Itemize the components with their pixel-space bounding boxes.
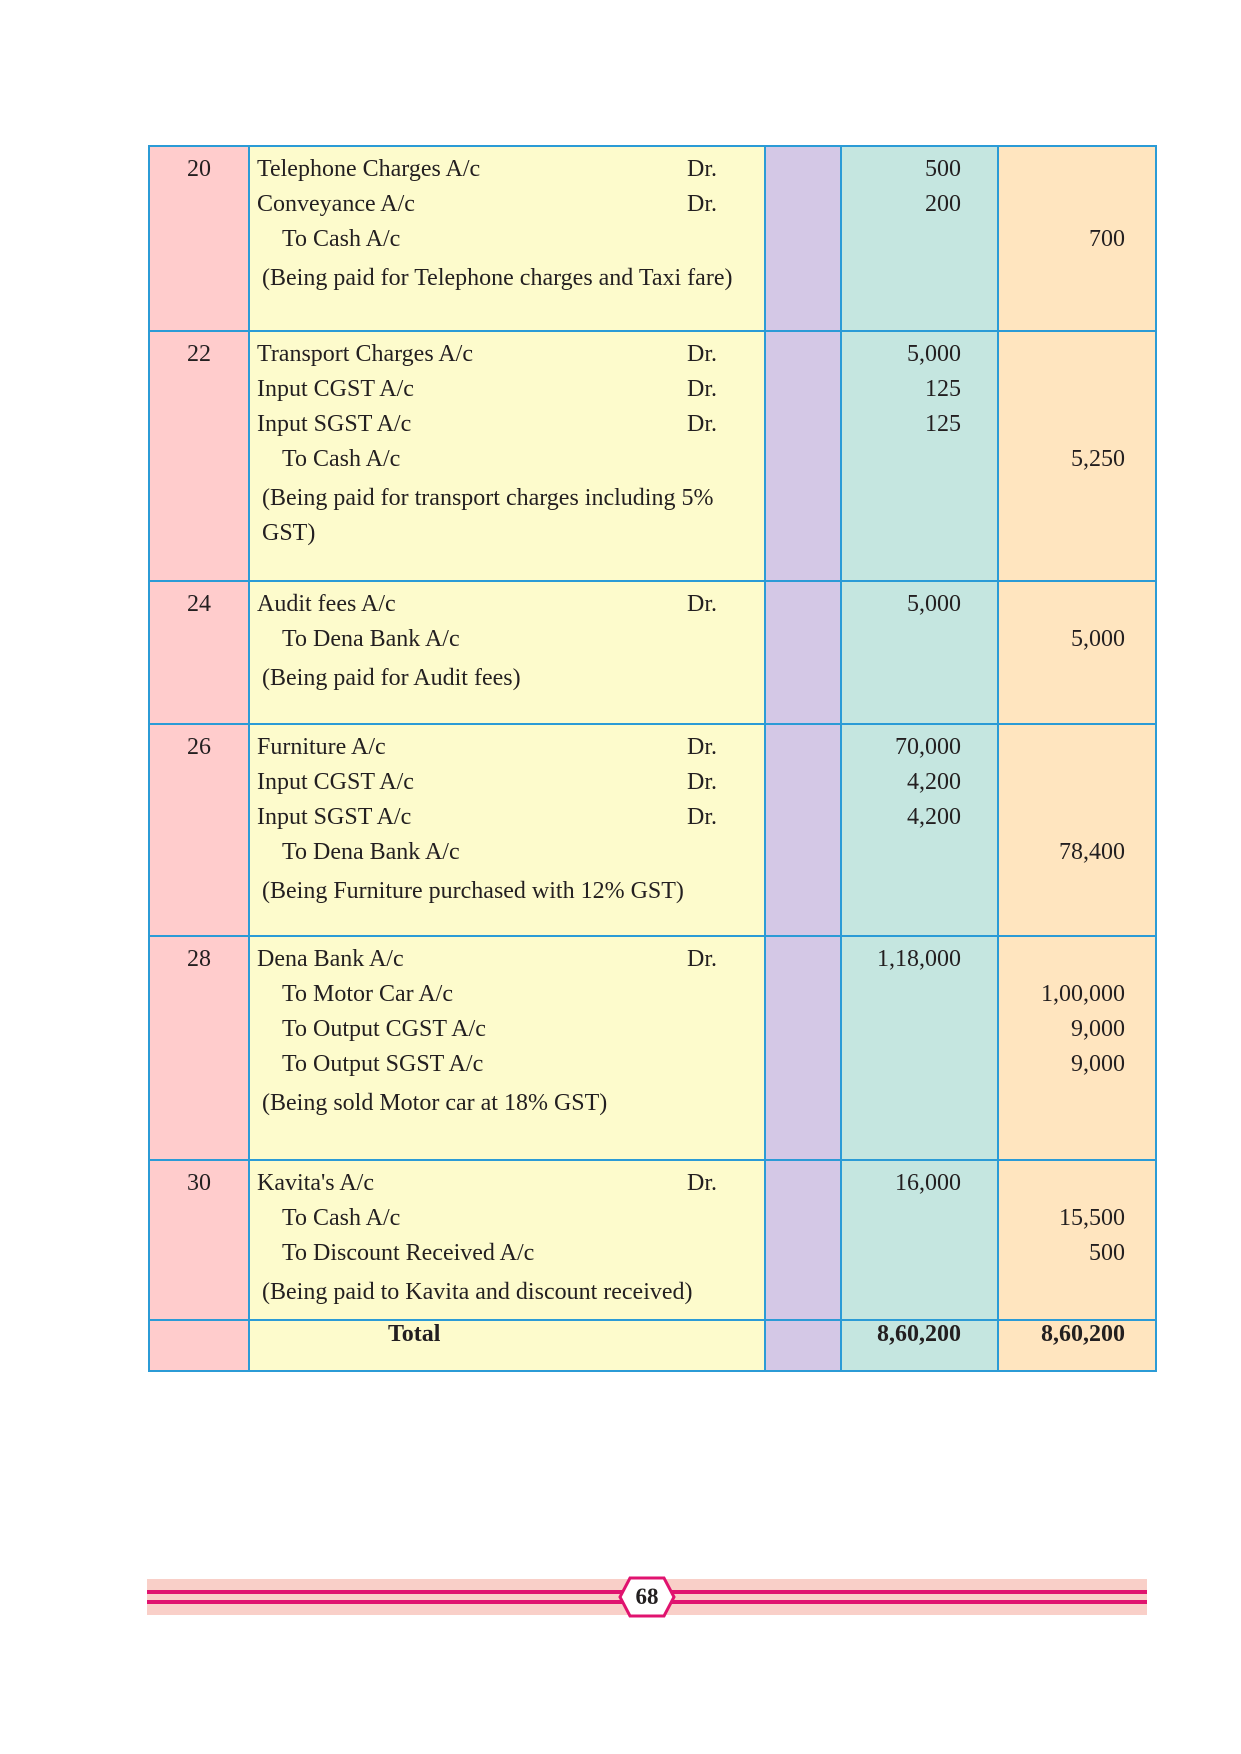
total-date-cell: [149, 1320, 249, 1371]
credit-amount: 700: [1089, 226, 1125, 252]
narration: (Being paid to Kavita and discount received): [262, 1279, 693, 1305]
credit-amount: 500: [1089, 1240, 1125, 1266]
account-name: To Output CGST A/c: [282, 1016, 486, 1042]
dr-marker: Dr.: [687, 191, 717, 217]
account-name: Input CGST A/c: [257, 376, 414, 402]
debit-amount: 70,000: [895, 734, 961, 760]
debit-account-line: [250, 407, 764, 442]
journal-entry-row: [149, 581, 1156, 724]
journal-entry-row: [149, 724, 1156, 936]
credit-amount-cell: [998, 331, 1156, 581]
ledger-folio-cell: [765, 331, 841, 581]
account-name: Input SGST A/c: [257, 411, 412, 437]
particulars-cell: [249, 936, 765, 1160]
particulars-cell: [249, 1160, 765, 1320]
credit-amount: [999, 337, 1155, 372]
entry-date: 22: [187, 341, 211, 367]
entry-date: 28: [187, 946, 211, 972]
dr-marker: Dr.: [687, 734, 717, 760]
credit-amount: [999, 407, 1155, 442]
debit-account-line: [250, 800, 764, 835]
page-footer: [147, 1579, 1147, 1615]
dr-marker: Dr.: [687, 341, 717, 367]
debit-amount-cell: [841, 331, 998, 581]
journal-entry-row: [149, 936, 1156, 1160]
narration: (Being paid for Audit fees): [262, 665, 521, 691]
entry-date: 24: [187, 591, 211, 617]
debit-amount-cell: [841, 724, 998, 936]
credit-account-line: [250, 622, 764, 657]
account-name: To Output SGST A/c: [282, 1051, 484, 1077]
particulars-cell: [249, 146, 765, 331]
account-name: Transport Charges A/c: [257, 341, 473, 367]
debit-amount-cell: [841, 1160, 998, 1320]
debit-account-line: [250, 372, 764, 407]
narration: (Being paid for Telephone charges and Taxi fare): [262, 265, 733, 291]
debit-amount: 5,000: [907, 341, 961, 367]
entry-date: 26: [187, 734, 211, 760]
credit-account-line: [250, 977, 764, 1012]
debit-amount: 4,200: [907, 804, 961, 830]
account-name: Conveyance A/c: [257, 191, 415, 217]
debit-amount: [842, 1012, 997, 1047]
debit-amount: [842, 1236, 997, 1271]
journal-body: [149, 146, 1156, 1371]
debit-amount: 4,200: [907, 769, 961, 795]
narration: (Being Furniture purchased with 12% GST): [262, 878, 684, 904]
credit-amount: 5,250: [1071, 446, 1125, 472]
account-name: Furniture A/c: [257, 734, 386, 760]
dr-marker: Dr.: [687, 591, 717, 617]
debit-account-line: [250, 152, 764, 187]
dr-marker: Dr.: [687, 1170, 717, 1196]
credit-amount-cell: [998, 936, 1156, 1160]
account-name: Dena Bank A/c: [257, 946, 404, 972]
credit-account-line: [250, 1012, 764, 1047]
account-name: Input CGST A/c: [257, 769, 414, 795]
credit-account-line: [250, 442, 764, 477]
total-lf-cell: [765, 1320, 841, 1371]
debit-amount: 500: [925, 156, 961, 182]
credit-amount: [999, 765, 1155, 800]
total-credit: 8,60,200: [1041, 1321, 1125, 1347]
debit-amount: 5,000: [907, 591, 961, 617]
debit-amount-cell: [841, 146, 998, 331]
account-name: To Discount Received A/c: [282, 1240, 535, 1266]
total-debit-cell: [841, 1320, 998, 1371]
particulars-cell: [249, 581, 765, 724]
debit-amount: [842, 1201, 997, 1236]
ledger-folio-cell: [765, 936, 841, 1160]
date-cell: [149, 331, 249, 581]
total-row: [149, 1320, 1156, 1371]
debit-account-line: [250, 765, 764, 800]
account-name: To Dena Bank A/c: [282, 839, 460, 865]
journal-entry-row: [149, 331, 1156, 581]
account-name: Audit fees A/c: [257, 591, 396, 617]
debit-account-line: [250, 1166, 764, 1201]
credit-amount: 9,000: [1071, 1051, 1125, 1077]
particulars-cell: [249, 331, 765, 581]
ledger-folio-cell: [765, 1160, 841, 1320]
date-cell: [149, 936, 249, 1160]
credit-amount: [999, 372, 1155, 407]
journal-entry-row: [149, 1160, 1156, 1320]
account-name: To Cash A/c: [282, 446, 401, 472]
account-name: Input SGST A/c: [257, 804, 412, 830]
credit-amount: 15,500: [1059, 1205, 1125, 1231]
entry-date: 20: [187, 156, 211, 182]
dr-marker: Dr.: [687, 376, 717, 402]
dr-marker: Dr.: [687, 156, 717, 182]
debit-amount: 125: [925, 376, 961, 402]
credit-account-line: [250, 222, 764, 257]
credit-amount: 5,000: [1071, 626, 1125, 652]
debit-amount: [842, 442, 997, 477]
debit-account-line: [250, 187, 764, 222]
debit-amount: 16,000: [895, 1170, 961, 1196]
credit-account-line: [250, 835, 764, 870]
date-cell: [149, 581, 249, 724]
debit-amount: [842, 222, 997, 257]
debit-account-line: [250, 587, 764, 622]
credit-amount: [999, 730, 1155, 765]
page-number: 68: [635, 1584, 659, 1609]
debit-amount: [842, 977, 997, 1012]
account-name: To Cash A/c: [282, 226, 401, 252]
account-name: To Motor Car A/c: [282, 981, 453, 1007]
dr-marker: Dr.: [687, 411, 717, 437]
credit-amount: 9,000: [1071, 1016, 1125, 1042]
journal-entry-row: [149, 146, 1156, 331]
narration: (Being sold Motor car at 18% GST): [262, 1090, 608, 1116]
total-label-cell: [249, 1320, 765, 1371]
credit-amount-cell: [998, 724, 1156, 936]
total-label: Total: [388, 1321, 441, 1347]
date-cell: [149, 724, 249, 936]
narration: (Being paid for transport charges including 5% GST): [262, 485, 714, 546]
particulars-cell: [249, 724, 765, 936]
account-name: Telephone Charges A/c: [257, 156, 481, 182]
debit-amount: [842, 622, 997, 657]
credit-account-line: [250, 1047, 764, 1082]
debit-amount-cell: [841, 581, 998, 724]
credit-amount-cell: [998, 581, 1156, 724]
account-name: Kavita's A/c: [257, 1170, 374, 1196]
debit-account-line: [250, 337, 764, 372]
credit-amount: 1,00,000: [1041, 981, 1125, 1007]
debit-amount: 1,18,000: [877, 946, 961, 972]
debit-amount: [842, 835, 997, 870]
debit-account-line: [250, 730, 764, 765]
credit-amount-cell: [998, 1160, 1156, 1320]
dr-marker: Dr.: [687, 769, 717, 795]
date-cell: [149, 146, 249, 331]
credit-amount: [999, 587, 1155, 622]
credit-amount: 78,400: [1059, 839, 1125, 865]
debit-amount: [842, 1047, 997, 1082]
credit-amount-cell: [998, 146, 1156, 331]
dr-marker: Dr.: [687, 804, 717, 830]
debit-account-line: [250, 942, 764, 977]
ledger-folio-cell: [765, 581, 841, 724]
credit-amount: [999, 942, 1155, 977]
ledger-folio-cell: [765, 724, 841, 936]
account-name: To Cash A/c: [282, 1205, 401, 1231]
total-credit-cell: [998, 1320, 1156, 1371]
dr-marker: Dr.: [687, 946, 717, 972]
credit-account-line: [250, 1201, 764, 1236]
credit-account-line: [250, 1236, 764, 1271]
credit-amount: [999, 187, 1155, 222]
credit-amount: [999, 800, 1155, 835]
credit-amount: [999, 152, 1155, 187]
journal-table: [148, 145, 1157, 1372]
debit-amount: 125: [925, 411, 961, 437]
account-name: To Dena Bank A/c: [282, 626, 460, 652]
debit-amount-cell: [841, 936, 998, 1160]
total-debit: 8,60,200: [877, 1321, 961, 1347]
credit-amount: [999, 1166, 1155, 1201]
debit-amount: 200: [925, 191, 961, 217]
entry-date: 30: [187, 1170, 211, 1196]
date-cell: [149, 1160, 249, 1320]
ledger-folio-cell: [765, 146, 841, 331]
